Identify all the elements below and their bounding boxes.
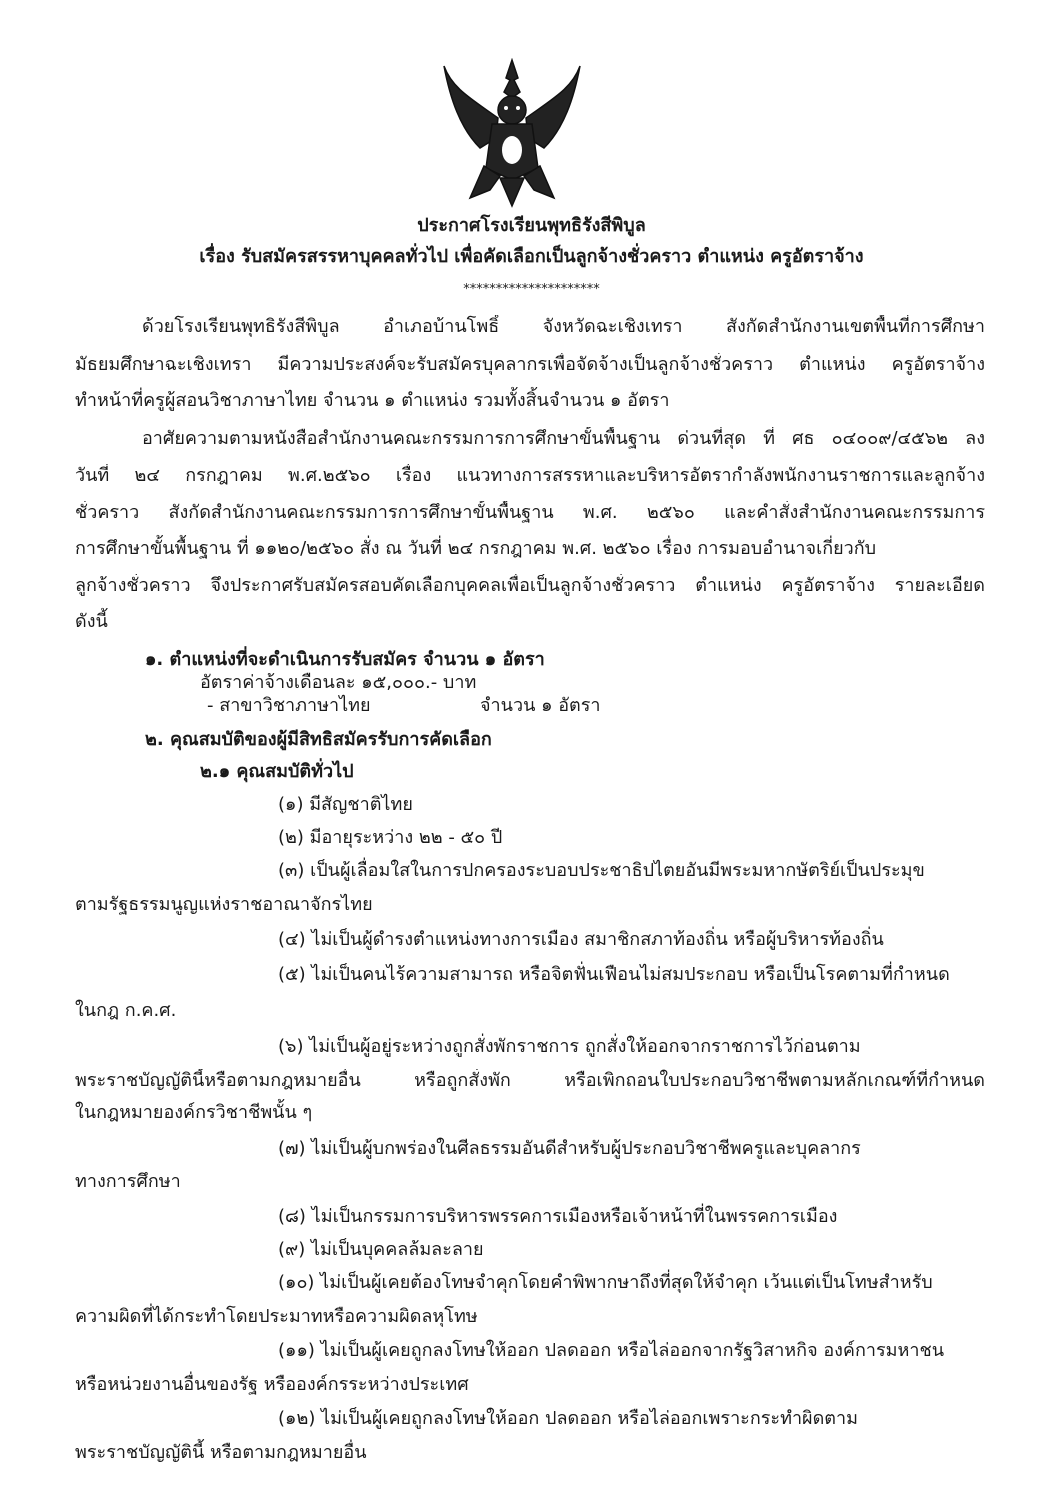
qualification-item: (๕) ไม่เป็นคนไร้ความสามารถ หรือจิตฟั่นเฟือนไม่สมประกอบ หรือเป็นโรคตามที่กำหนด [278, 964, 950, 985]
qualification-item: (๑๑) ไม่เป็นผู้เคยถูกลงโทษให้ออก ปลดออก หรือไล่ออกจากรัฐวิสาหกิจ องค์การมหาชน [278, 1340, 945, 1361]
qualification-item: (๔) ไม่เป็นผู้ดำรงตำแหน่งทางการเมือง สมาชิกสภาท้องถิ่น หรือผู้บริหารท้องถิ่น [278, 929, 884, 950]
basis-line: ลูกจ้างชั่วคราว จึงประกาศรับสมัครสอบคัดเลือกบุคคลเพื่อเป็นลูกจ้างชั่วคราว ตำแหน่ง ครูอัตราจ้าง รายละเอียด [75, 575, 985, 596]
section1-heading: ๑. ตำแหน่งที่จะดำเนินการรับสมัคร จำนวน ๑ อัตรา [145, 649, 545, 670]
qualification-item: (๘) ไม่เป็นกรรมการบริหารพรรคการเมืองหรือเจ้าหน้าที่ในพรรคการเมือง [278, 1206, 838, 1227]
basis-line: การศึกษาขั้นพื้นฐาน ที่ ๑๑๒๐/๒๕๖๐ สั่ง ณ วันที่ ๒๔ กรกฎาคม พ.ศ. ๒๕๖๐ เรื่อง การมอบอำนาจเกี่ยวกับ [75, 538, 877, 559]
announcement-title: ประกาศโรงเรียนพุทธิรังสีพิบูล [417, 215, 646, 236]
announcement-subject: เรื่อง รับสมัครสรรหาบุคคลทั่วไป เพื่อคัดเลือกเป็นลูกจ้างชั่วคราว ตำแหน่ง ครูอัตราจ้าง [199, 246, 864, 267]
basis-line: ชั่วคราว สังกัดสำนักงานคณะกรรมการการศึกษาขั้นพื้นฐาน พ.ศ. ๒๕๖๐ และคำสั่งสำนักงานคณะกรรมการ [75, 502, 985, 523]
separator: ********************* [463, 282, 600, 297]
qualification-item: (๗) ไม่เป็นผู้บกพร่องในศีลธรรมอันดีสำหรับผู้ประกอบวิชาชีพครูและบุคลากร [278, 1138, 861, 1159]
qualification-item-cont: พระราชบัญญัตินี้หรือตามกฎหมายอื่น หรือถูกสั่งพัก หรือเพิกถอนใบประกอบวิชาชีพตามหลักเกณฑ์ที่กำหนด [75, 1070, 985, 1091]
intro-line: ทำหน้าที่ครูผู้สอนวิชาภาษาไทย จำนวน ๑ ตำแหน่ง รวมทั้งสิ้นจำนวน ๑ อัตรา [75, 390, 670, 411]
qualification-item: (๖) ไม่เป็นผู้อยู่ระหว่างถูกสั่งพักราชการ ถูกสั่งให้ออกจากราชการไว้ก่อนตาม [278, 1036, 861, 1057]
basis-line: วันที่ ๒๔ กรกฎาคม พ.ศ.๒๕๖๐ เรื่อง แนวทางการสรรหาและบริหารอัตรากำลังพนักงานราชการและลูกจ้าง [75, 465, 985, 486]
basis-line: ดังนี้ [75, 611, 108, 632]
pay-rate: อัตราค่าจ้างเดือนละ ๑๕,๐๐๐.- บาท [200, 672, 477, 693]
qualification-item-cont: ในกฎ ก.ค.ศ. [75, 1000, 177, 1021]
section2-heading: ๒. คุณสมบัติของผู้มีสิทธิสมัครรับการคัดเลือก [145, 729, 492, 750]
qualification-item-cont: ตามรัฐธรรมนูญแห่งราชอาณาจักรไทย [75, 894, 373, 915]
qualification-item: (๓) เป็นผู้เลื่อมใสในการปกครองระบอบประชาธิปไตยอันมีพระมหากษัตริย์เป็นประมุข [278, 860, 925, 881]
qualification-item: (๒) มีอายุระหว่าง ๒๒ - ๕๐ ปี [278, 827, 503, 848]
qualification-item-cont: ทางการศึกษา [75, 1171, 181, 1192]
qualification-item: (๙) ไม่เป็นบุคคลล้มละลาย [278, 1239, 484, 1260]
branch-count: จำนวน ๑ อัตรา [480, 695, 601, 716]
garuda-emblem-icon [440, 58, 585, 208]
intro-line: ด้วยโรงเรียนพุทธิรังสีพิบูล อำเภอบ้านโพธิ์ จังหวัดฉะเชิงเทรา สังกัดสำนักงานเขตพื้นที่การศึกษา [142, 316, 985, 337]
branch-name: - สาขาวิชาภาษาไทย [207, 695, 371, 716]
qualification-item-cont: ความผิดที่ได้กระทำโดยประมาทหรือความผิดลหุโทษ [75, 1306, 478, 1327]
section2-1-heading: ๒.๑ คุณสมบัติทั่วไป [200, 761, 354, 782]
qualification-item-cont: หรือหน่วยงานอื่นของรัฐ หรือองค์กรระหว่างประเทศ [75, 1374, 469, 1395]
qualification-item: (๑๒) ไม่เป็นผู้เคยถูกลงโทษให้ออก ปลดออก หรือไล่ออกเพราะกระทำผิดตาม [278, 1408, 858, 1429]
qualification-item-cont: พระราชบัญญัตินี้ หรือตามกฎหมายอื่น [75, 1442, 367, 1463]
qualification-item-cont: ในกฎหมายองค์กรวิชาชีพนั้น ๆ [75, 1102, 313, 1123]
qualification-item: (๑๐) ไม่เป็นผู้เคยต้องโทษจำคุกโดยคำพิพากษาถึงที่สุดให้จำคุก เว้นแต่เป็นโทษสำหรับ [278, 1272, 933, 1293]
qualification-item: (๑) มีสัญชาติไทย [278, 794, 413, 815]
basis-line: อาศัยความตามหนังสือสำนักงานคณะกรรมการการศึกษาขั้นพื้นฐาน ด่วนที่สุด ที่ ศธ ๐๔๐๐๙/๔๕๖๒ ลง [142, 428, 985, 449]
intro-line: มัธยมศึกษาฉะเชิงเทรา มีความประสงค์จะรับสมัครบุคลากรเพื่อจัดจ้างเป็นลูกจ้างชั่วคราว ตำแหน่ง ครูอัตราจ้าง [75, 354, 985, 375]
